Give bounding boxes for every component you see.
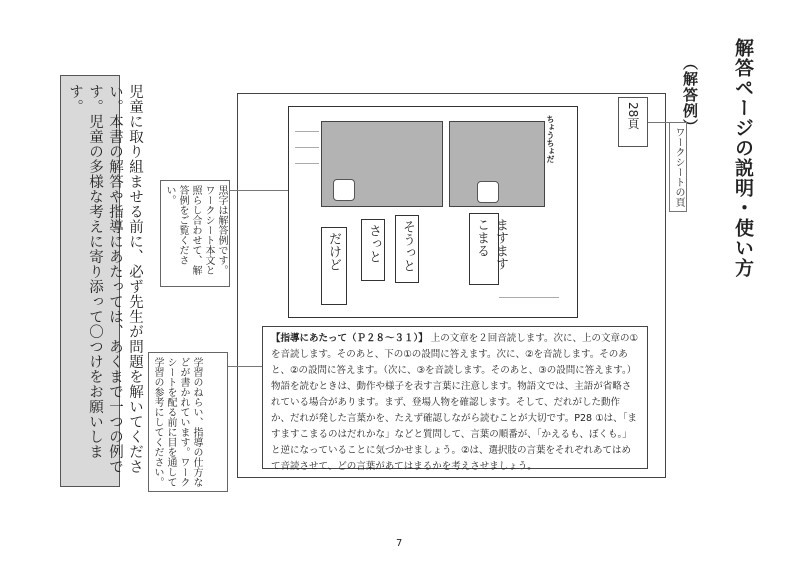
guidance-heading: 【指導にあたって（Ｐ２８～３１）】: [271, 333, 428, 344]
teacher-note-text: 児童に取り組ませる前に、必ず先生が問題を解いてください。本書の解答や指導にあたっては、あくまで一つの例です。児童の多様な考えに寄り添って〇つけをお願いします。: [67, 84, 143, 474]
answer-text-1: ますます こまる: [474, 218, 508, 270]
worksheet-image: [288, 106, 578, 318]
answer-box-4: [321, 227, 347, 305]
answer-box-3: [361, 219, 385, 281]
connector-line: [648, 122, 669, 123]
answer-box-1: [469, 213, 508, 285]
page-number-box: [618, 97, 648, 147]
character-icon: [333, 179, 355, 201]
page-box-number: 28: [626, 102, 640, 118]
page-number: 7: [396, 538, 403, 549]
connector-line: [228, 366, 262, 367]
callout-answer-example: [160, 180, 230, 287]
answer-box-2: [395, 215, 419, 283]
text-line: [295, 131, 319, 132]
page-title: 解答ページの説明・使い方: [732, 38, 754, 278]
text-line: [295, 147, 319, 148]
answer-text-3: さっと: [366, 224, 381, 263]
worksheet-title: ちょうちょだ: [546, 115, 555, 163]
text-line: [295, 163, 319, 164]
character-icon: [477, 181, 499, 203]
answer-text-2: そうっと: [400, 220, 415, 272]
teacher-note-box: [60, 75, 143, 487]
callout-goal-text: 学習のねらい、指導の仕方などが書かれています。ワークシートを配る前に目を通して学習の参考にしてください。: [152, 357, 202, 487]
answer-example-label: （解答例）: [681, 55, 699, 135]
callout-answer-text: 黒字は解答例です。ワークシート本文と照らし合わせて、解答例をご覧ください。: [164, 185, 227, 275]
connector-line: [230, 190, 288, 191]
answer-text-4: だけど: [326, 232, 341, 271]
page-box-unit: 頁: [626, 117, 640, 130]
text-line: [499, 297, 559, 298]
guidance-box: [262, 326, 648, 472]
guidance-text: 上の文章を２回音読します。次に、上の文章の①を音読します。そのあと、下の①の設問に答えます。次に、②を音読します。そのあと、②の設問に答えます。（次に、③を音読します。そのあと、③の設問に答えます。）物語を読むときは、動作や様子を表す言葉に注意します。物語文では、主語が省略されている場合があります。まず、登場人物を確認します。そして、だれがした動作か、だれが発した言葉かを、たえず確認しながら読むことが大切です。P28 ①は、「ますますこまるのはだれかな」などと質問して、言葉の順番が、「かえるも、ぼくも。」と逆になっていることに気づかせましょう。②は、選択肢の言葉をそれぞれあてはめて音読させて、どの言葉があてはまるかを考えさせましょう。: [271, 333, 639, 472]
callout-learning-goal: [148, 352, 228, 492]
worksheet-page-label: ワークシートの頁: [669, 122, 687, 212]
